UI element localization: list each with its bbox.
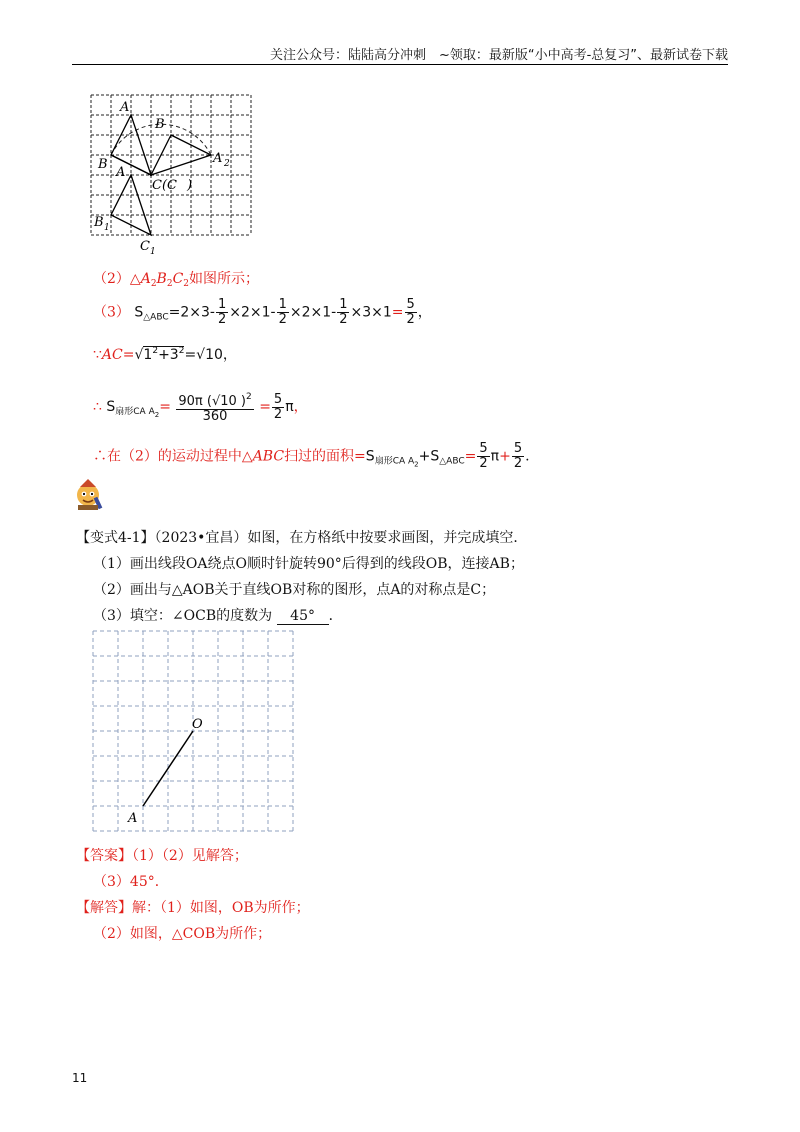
- problem-heading: 【变式4-1】（2023•宜昌）如图，在方格纸中按要求画图，并完成填空．: [76, 530, 528, 546]
- label-O: O: [192, 717, 203, 732]
- page-header: 关注公众号：陆陆高分冲刺 ~领取：最新版“小中高考-总复习”、最新试卷下载: [269, 48, 728, 63]
- label-A: A: [120, 100, 130, 115]
- q3-answer-blank: 45°: [277, 608, 329, 625]
- header-rule: [72, 64, 728, 65]
- mascot-pencil-icon: [72, 477, 104, 511]
- solution-part2: $(2)\triangle A_2B_2C_2$如图所示；: [93, 271, 260, 289]
- label-C: C(C: [152, 178, 177, 193]
- solution-part3-area: （3） $S_{\triangle ABC}=2\times 3-$ $\frac{1}{2}$ ×2×1- $\frac{1}{2}$ ×2×1- $\frac{1}{2}$ ×3×1= $\frac{5}{2}$ ，: [93, 297, 432, 327]
- label-C-close: ): [187, 178, 193, 193]
- label-C1: C: [140, 239, 150, 254]
- solution-line1: 【解答】解：（1）如图，OB为所作；: [76, 900, 310, 916]
- problem-q3: （3）填空：∠OCB的度数为 45° ．: [93, 608, 343, 624]
- figure-rotation-grid: [86, 92, 266, 262]
- label-A2: A: [213, 151, 223, 166]
- figure-oa-grid: [88, 628, 298, 834]
- label-A1: A: [116, 165, 126, 180]
- solution-ac-length: $\because AC=√1^2+3^2=√10$，: [93, 346, 237, 363]
- label-B: B: [98, 157, 108, 172]
- answer-line1: 【答案】（1）（2）见解答；: [76, 848, 248, 864]
- ac-radicand: $1^2+3^2$: [143, 346, 185, 363]
- solution-line2: （2）如图，△COB为所作；: [93, 926, 272, 942]
- page-number: 11: [72, 1071, 88, 1085]
- label-A-fig2: A: [128, 811, 138, 826]
- label-B1: B: [94, 215, 104, 230]
- label-B1-sub: 1: [104, 223, 110, 233]
- problem-q2: （2）画出与△AOB关于直线OB对称的图形，点A的对称点是C；: [93, 582, 496, 598]
- label-A2-sub: 2: [224, 159, 230, 169]
- label-B2: B: [155, 117, 165, 132]
- label-C1-sub: 1: [150, 247, 156, 257]
- solution-sector-area: ∴ $S_{扇形CA A2}=$ $\frac{90\pi (√10 )^2}{360}$ = $\frac{5}{2}$ π，: [93, 391, 308, 424]
- problem-q1: （1）画出线段OA绕点O顺时针旋转90°后得到的线段OB，连接AB；: [93, 556, 524, 572]
- answer-line2: （3）45°．: [93, 874, 169, 890]
- solution-total-area: ∴在（2）的运动过程中△ABC扫过的面积$=S_{扇形CA A2}+S_{\triangle ABC}=$ $\frac{5}{2}$ π+ $\frac{5}{2}$ .: [93, 441, 530, 471]
